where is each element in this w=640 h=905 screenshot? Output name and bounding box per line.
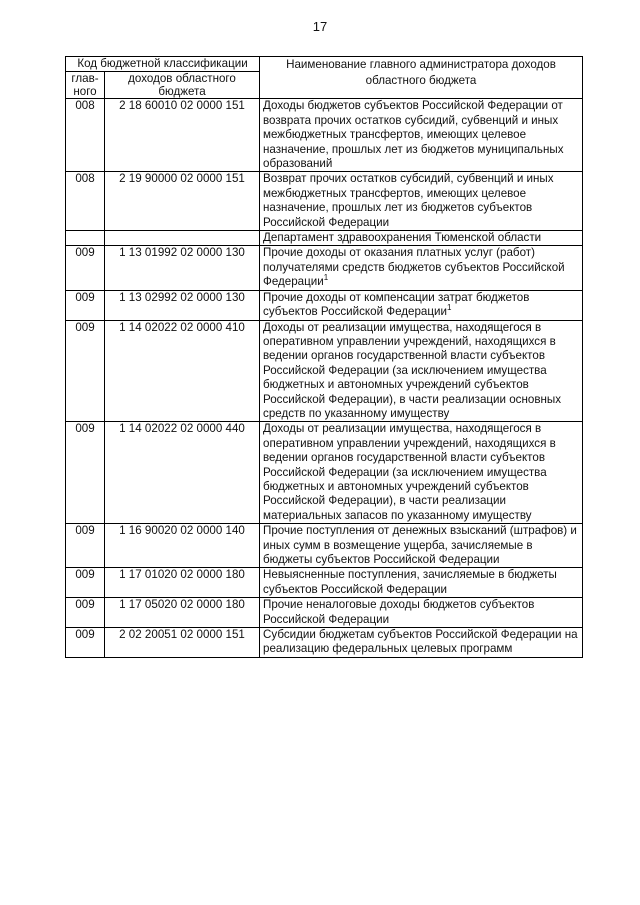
income-code-cell: 1 13 01992 02 0000 130 [105,246,260,290]
name-cell [260,320,583,422]
table-row [66,290,583,320]
name-text: Доходы бюджетов субъектов Российской Федерации от возврата прочих остатков субсидий, субвенций и иных межбюджетных трансфертов, имеющих целевое назначение, прошлых лет из бюджетов муниципальных образований [263,99,564,171]
name-cell [260,628,583,658]
name-cell [260,524,583,568]
name-cell [260,172,583,231]
table-row [66,246,583,290]
table-row [66,628,583,658]
admin-code-cell: 009 [66,290,105,320]
income-code-cell: 1 17 05020 02 0000 180 [105,598,260,628]
name-cell [260,568,583,598]
name-cell [260,598,583,628]
admin-code-cell: 009 [66,568,105,598]
name-text: Доходы от реализации имущества, находящегося в оперативном управлении учреждений, находящихся в ведении органов государственной власти субъектов Российской Федерации (за исключением имущества бюджетных и автономных учреждений субъектов Российской Федерации), в части реализации основных средств по указанному имуществу [263,320,562,420]
name-text: Доходы от реализации имущества, находящегося в оперативном управлении учреждений, находящихся в ведении органов государственной власти субъектов Российской Федерации (за исключением имущества бюджетных и автономных учреждений субъектов Российской Федерации), в части реализации материальных запасов по указанному имуществу [263,422,556,522]
table-row [66,422,583,524]
section-heading [260,231,583,246]
name-text: Департамент здравоохранения Тюменской области [263,231,542,245]
income-code-cell: 2 18 60010 02 0000 151 [105,99,260,172]
name-text: Прочие доходы от компенсации затрат бюджетов субъектов Российской Федерации [263,290,530,319]
name-text: Прочие поступления от денежных взысканий (штрафов) и иных сумм в возмещение ущерба, зачисляемые в бюджеты субъектов Российской Федерации [263,524,577,566]
table-row [66,568,583,598]
admin-code-cell: 008 [66,172,105,231]
header-income-code: доходов областного бюджета [105,72,260,99]
income-code-cell [105,231,260,246]
footnote-marker: 1 [446,303,452,313]
header-administrator-name: Наименование главного администратора доходов областного бюджета [260,57,583,99]
table-row [66,524,583,568]
header-classification-code: Код бюджетной классификации [66,57,260,72]
income-code-cell: 1 17 01020 02 0000 180 [105,568,260,598]
name-cell [260,99,583,172]
table-header [66,57,583,99]
income-code-cell: 1 13 02992 02 0000 130 [105,290,260,320]
table-body [66,99,583,657]
income-code-cell: 2 02 20051 02 0000 151 [105,628,260,658]
name-cell [260,290,583,320]
section-row [66,231,583,246]
header-main-admin: глав-ного [66,72,105,99]
income-code-cell: 1 14 02022 02 0000 440 [105,422,260,524]
page-number: 17 [312,19,328,34]
admin-code-cell: 008 [66,99,105,172]
admin-code-cell: 009 [66,628,105,658]
income-code-cell: 1 16 90020 02 0000 140 [105,524,260,568]
admin-code-cell: 009 [66,246,105,290]
name-text: Субсидии бюджетам субъектов Российской Федерации на реализацию федеральных целевых программ [263,628,578,656]
table-row [66,320,583,422]
name-text: Невыясненные поступления, зачисляемые в бюджеты субъектов Российской Федерации [263,568,557,596]
admin-code-cell: 009 [66,524,105,568]
table-row [66,99,583,172]
admin-code-cell: 009 [66,598,105,628]
admin-code-cell [66,231,105,246]
name-cell [260,422,583,524]
name-text: Прочие неналоговые доходы бюджетов субъектов Российской Федерации [263,598,535,626]
income-code-cell: 2 19 90000 02 0000 151 [105,172,260,231]
footnote-marker: 1 [323,273,329,283]
table-row [66,598,583,628]
name-text: Возврат прочих остатков субсидий, субвенций и иных межбюджетных трансфертов, имеющих целевое назначение, прошлых лет из бюджетов субъектов Российской Федерации [263,172,554,229]
name-text: Прочие доходы от оказания платных услуг (работ) получателями средств бюджетов субъектов Российской Федерации [263,246,565,289]
name-cell [260,246,583,290]
admin-code-cell: 009 [66,320,105,422]
budget-classification-table [65,56,583,658]
table-row [66,172,583,231]
income-code-cell: 1 14 02022 02 0000 410 [105,320,260,422]
admin-code-cell: 009 [66,422,105,524]
